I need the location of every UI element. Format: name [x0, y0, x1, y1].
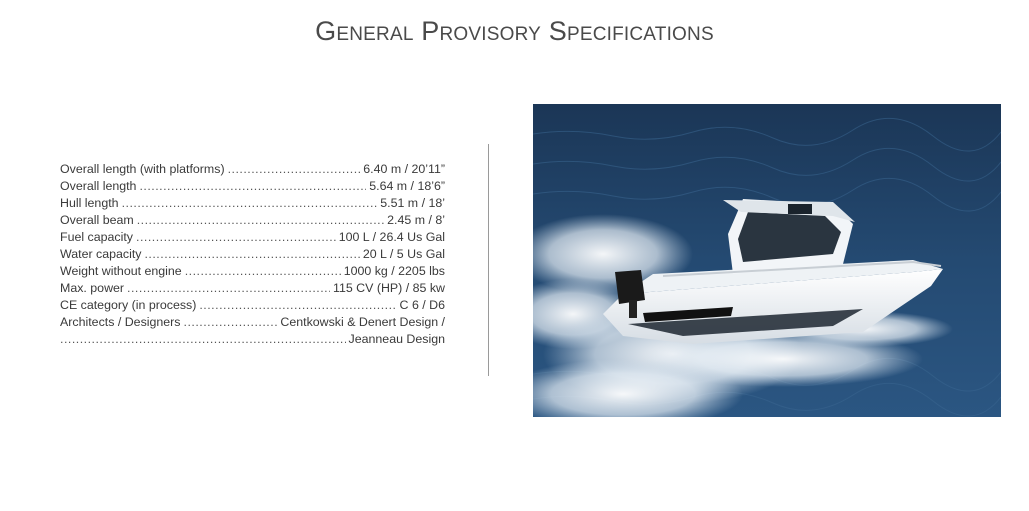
dot-leader [144, 246, 359, 263]
spec-label: Architects / Designers [60, 315, 181, 329]
spec-value: 100 L / 26.4 Us Gal [338, 230, 445, 244]
spec-row [60, 331, 445, 348]
spec-row [60, 280, 445, 297]
spec-row [60, 212, 445, 229]
spec-label: Hull length [60, 196, 119, 210]
spec-label: Overall length (with platforms) [60, 162, 225, 176]
spec-value: 6.40 m / 20’11” [363, 162, 445, 176]
spec-row [60, 195, 445, 212]
spec-value: 5.51 m / 18’ [380, 196, 445, 210]
dot-leader [199, 297, 396, 314]
spec-value: Centkowski & Denert Design / [280, 315, 445, 329]
page-title: General Provisory Specifications [315, 16, 714, 46]
spec-value: C 6 / D6 [399, 298, 445, 312]
spec-row [60, 297, 445, 314]
spec-value: 5.64 m / 18’6” [369, 179, 445, 193]
dot-leader [127, 280, 330, 297]
dot-leader [136, 229, 336, 246]
boat-illustration [533, 104, 1001, 417]
spec-row [60, 263, 445, 280]
spec-label: Fuel capacity [60, 230, 134, 244]
specifications-list [60, 161, 445, 348]
boat-photo [533, 104, 1001, 417]
spec-row [60, 246, 445, 263]
spec-row [60, 314, 445, 331]
spec-label: Max. power [60, 281, 125, 295]
spec-value: Jeanneau Design [348, 332, 445, 346]
dot-leader [122, 195, 378, 212]
dot-leader [60, 331, 346, 348]
spec-value: 20 L / 5 Us Gal [362, 247, 445, 261]
spec-label: Overall beam [60, 213, 134, 227]
spec-label: Water capacity [60, 247, 142, 261]
spec-row [60, 178, 445, 195]
spec-value: 115 CV (HP) / 85 kw [332, 281, 445, 295]
spec-row [60, 161, 445, 178]
spec-label: Weight without engine [60, 264, 182, 278]
spec-label: CE category (in process) [60, 298, 197, 312]
spec-label: Overall length [60, 179, 137, 193]
spec-value: 2.45 m / 8’ [387, 213, 445, 227]
vertical-divider [488, 144, 489, 376]
dot-leader [228, 161, 361, 178]
dot-leader [137, 212, 384, 229]
spec-row [60, 229, 445, 246]
spec-value: 1000 kg / 2205 lbs [343, 264, 445, 278]
dot-leader [139, 178, 366, 195]
dot-leader [184, 314, 278, 331]
dot-leader [185, 263, 341, 280]
